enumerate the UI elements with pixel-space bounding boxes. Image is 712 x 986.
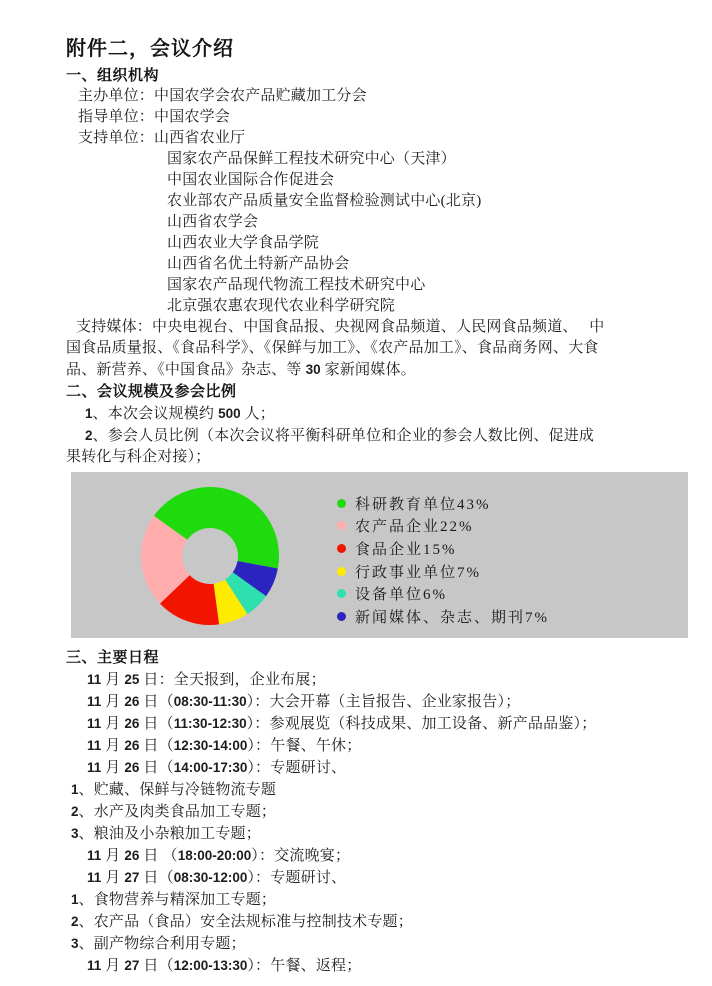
text-line: 1、本次会议规模约 500 人； bbox=[85, 406, 275, 422]
text-line: 支持媒体：中央电视台、中国食品报、央视网食品频道、人民网食品频道、 中 bbox=[76, 319, 605, 335]
text-line: 指导单位：中国农学会 bbox=[78, 109, 231, 125]
legend-item bbox=[337, 582, 549, 605]
text-line: 北京强农惠农现代农业科学研究院 bbox=[167, 298, 396, 314]
text-line: 3、副产物综合利用专题； bbox=[71, 936, 246, 952]
media-paragraph bbox=[66, 317, 668, 381]
text-line: 11 月 26 日（12:30-14:00）：午餐、午休； bbox=[87, 738, 362, 754]
legend-label: 农产品企业22% bbox=[355, 519, 474, 536]
text-line: 农业部农产品质量安全监督检验测试中心(北京) bbox=[167, 193, 482, 209]
text-line: 山西省农学会 bbox=[167, 214, 259, 230]
text-line: 2、参会人员比例（本次会议将平衡科研单位和企业的参会人数比例、促进成 bbox=[85, 428, 595, 444]
text-line: 1、食物营养与精深加工专题； bbox=[71, 892, 277, 908]
text-line: 11 月 26 日 （18:00-20:00）：交流晚宴； bbox=[87, 848, 351, 864]
legend-swatch bbox=[337, 521, 346, 530]
legend-item bbox=[337, 537, 549, 560]
text-line: 11 月 26 日（11:30-12:30）：参观展览（科技成果、加工设备、新产品品鉴）； bbox=[87, 716, 597, 732]
text-line: 11 月 27 日（08:30-12:00）：专题研讨、 bbox=[87, 870, 347, 886]
legend-label: 新闻媒体、杂志、期刊7% bbox=[355, 609, 549, 626]
text-line: 2、水产及肉类食品加工专题； bbox=[71, 804, 277, 820]
text-line: 品、新营养、《中国食品》杂志、等 30 家新闻媒体。 bbox=[66, 362, 416, 378]
legend-label: 食品企业15% bbox=[355, 541, 457, 558]
text-line: 11 月 26 日（14:00-17:30）：专题研讨、 bbox=[87, 760, 347, 776]
text-line: 11 月 27 日（12:00-13:30）：午餐、返程； bbox=[87, 958, 362, 974]
section-schedule-heading: 三、主要日程 bbox=[66, 649, 160, 666]
section-scale-body bbox=[66, 403, 668, 468]
section-schedule-body bbox=[66, 669, 668, 977]
legend-item bbox=[337, 605, 549, 628]
chart-panel bbox=[71, 472, 688, 638]
legend-item bbox=[337, 492, 549, 515]
section-org-heading: 一、组织机构 bbox=[66, 67, 160, 84]
text-line: 果转化与科企对接）； bbox=[66, 449, 211, 465]
page-title: 附件二，会议介绍 bbox=[66, 38, 234, 60]
text-line: 主办单位：中国农学会农产品贮藏加工分会 bbox=[78, 88, 367, 104]
text-line: 山西省名优土特新产品协会 bbox=[167, 256, 350, 272]
legend-label: 科研教育单位43% bbox=[355, 496, 491, 513]
legend-label: 行政事业单位7% bbox=[355, 564, 481, 581]
text-line: 山西农业大学食品学院 bbox=[167, 235, 320, 251]
legend-swatch bbox=[337, 567, 346, 576]
legend-swatch bbox=[337, 589, 346, 598]
legend-swatch bbox=[337, 612, 346, 621]
legend-swatch bbox=[337, 499, 346, 508]
text-line: 国家农产品现代物流工程技术研究中心 bbox=[167, 277, 426, 293]
legend-label: 设备单位6% bbox=[355, 587, 447, 604]
legend-swatch bbox=[337, 544, 346, 553]
section-scale-heading: 二、会议规模及参会比例 bbox=[66, 383, 237, 400]
text-line: 11 月 26 日（08:30-11:30）：大会开幕（主旨报告、企业家报告）； bbox=[87, 694, 521, 710]
text-line: 国食品质量报、《食品科学》、《保鲜与加工》、《农产品加工》、食品商务网、大食 bbox=[66, 340, 599, 356]
legend-item bbox=[337, 515, 549, 538]
text-line: 3、粮油及小杂粮加工专题； bbox=[71, 826, 261, 842]
text-line: 国家农产品保鲜工程技术研究中心（天津） bbox=[167, 151, 456, 167]
text-line: 中国农业国际合作促进会 bbox=[167, 172, 335, 188]
section-org-body bbox=[66, 86, 668, 317]
legend-item bbox=[337, 560, 549, 583]
chart-legend bbox=[337, 492, 549, 628]
text-line: 1、贮藏、保鲜与冷链物流专题 bbox=[71, 782, 277, 798]
text-line: 11 月 25 日：全天报到，企业布展； bbox=[87, 672, 326, 688]
text-line: 2、农产品（食品）安全法规标准与控制技术专题； bbox=[71, 914, 413, 930]
text-line: 支持单位：山西省农业厅 bbox=[78, 130, 246, 146]
